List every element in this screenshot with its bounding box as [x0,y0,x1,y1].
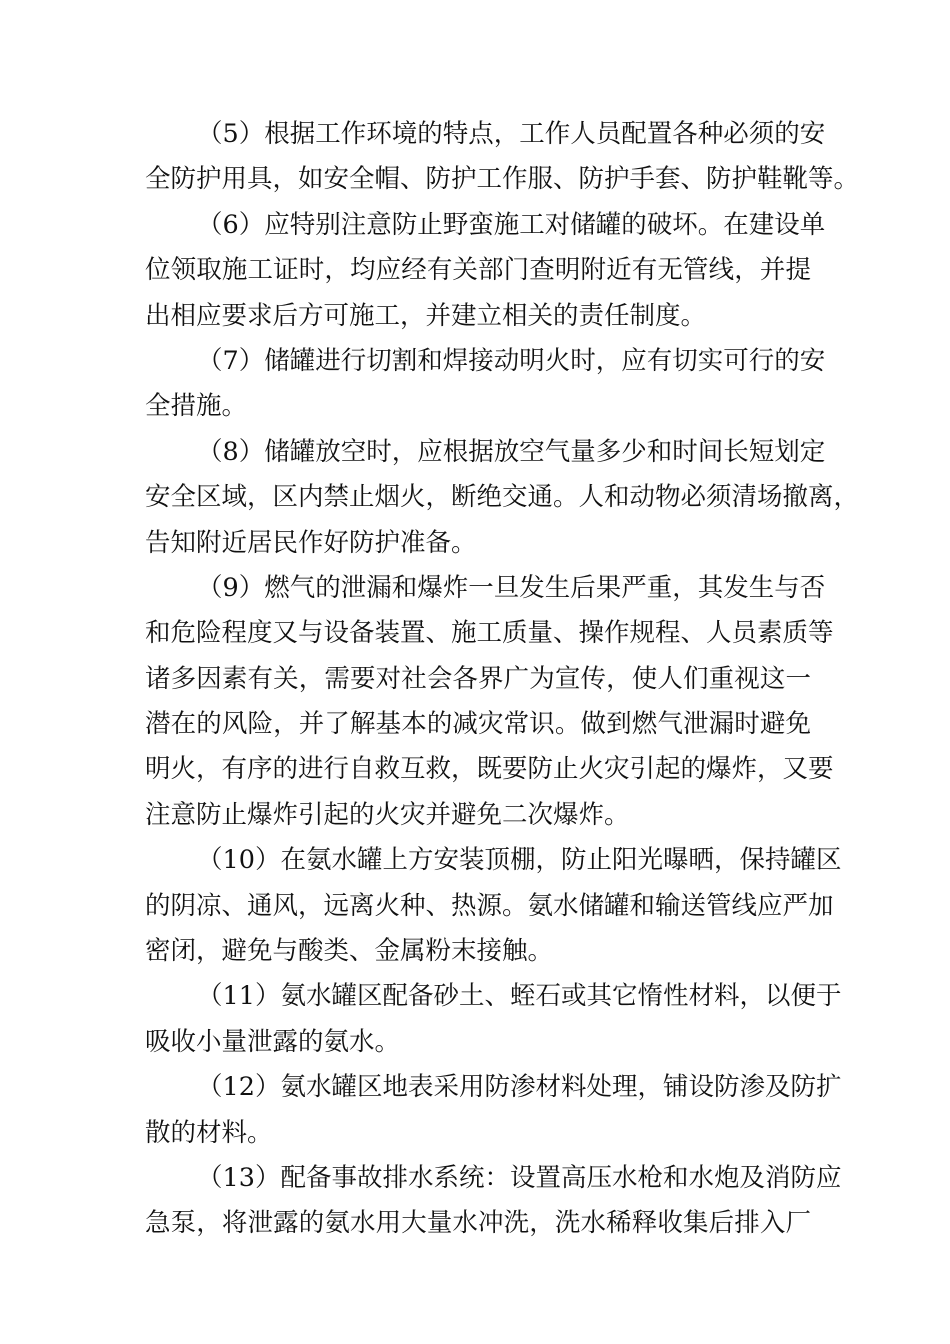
paragraph-8 [145,430,860,566]
text-line: 位领取施工证时，均应经有关部门查明附近有无管线，并提 [145,255,811,286]
text-line: （12）氨水罐区地表采用防渗材料处理，铺设防渗及防扩 [197,1072,842,1103]
paragraph-10 [145,838,842,974]
text-line: （10）在氨水罐上方安装顶棚，防止阳光曝晒，保持罐区 [197,845,842,876]
text-line: 吸收小量泄露的氨水。 [145,1026,401,1057]
text-line: 明火，有序的进行自救互救，既要防止火灾引起的爆炸，又要 [145,754,834,785]
text-line: 安全区域，区内禁止烟火，断绝交通。人和动物必须清场撤离， [145,482,860,513]
text-line: 全措施。 [145,391,248,422]
text-line: 和危险程度又与设备装置、施工质量、操作规程、人员素质等 [145,618,834,649]
text-line: 密闭，避免与酸类、金属粉末接触。 [145,936,554,967]
paragraph-12 [145,1065,842,1156]
text-line: （9）燃气的泄漏和爆炸一旦发生后果严重，其发生与否 [197,572,826,603]
paragraph-7 [145,339,826,430]
text-line: 潜在的风险，并了解基本的减灾常识。做到燃气泄漏时避免 [145,709,811,740]
text-line: （6）应特别注意防止野蛮施工对储罐的破坏。在建设单 [197,209,826,240]
text-line: 告知附近居民作好防护准备。 [145,527,477,558]
paragraph-13 [145,1156,842,1247]
text-line: （11）氨水罐区配备砂土、蛭石或其它惰性材料，以便于 [197,981,842,1012]
text-line: 急泵，将泄露的氨水用大量水冲洗，洗水稀释收集后排入厂 [145,1208,811,1239]
text-line: （13）配备事故排水系统：设置高压水枪和水炮及消防应 [197,1162,842,1193]
text-line: （8）储罐放空时，应根据放空气量多少和时间长短划定 [197,436,826,467]
text-line: 全防护用具，如安全帽、防护工作服、防护手套、防护鞋靴等。 [145,164,860,195]
text-line: （5）根据工作环境的特点，工作人员配置各种必须的安 [197,119,826,149]
text-line: 散的材料。 [145,1117,273,1148]
text-line: 的阴凉、通风，远离火种、热源。氨水储罐和输送管线应严加 [145,890,834,921]
text-line: （7）储罐进行切割和焊接动明火时，应有切实可行的安 [197,345,826,376]
text-line: 注意防止爆炸引起的火灾并避免二次爆炸。 [145,799,630,830]
text-line: 出相应要求后方可施工，并建立相关的责任制度。 [145,300,707,331]
paragraph-9 [145,566,834,838]
paragraph-5 [145,112,860,203]
paragraph-6 [145,203,826,339]
document-body [145,112,860,1247]
paragraph-11 [145,974,842,1065]
text-line: 诸多因素有关，需要对社会各界广为宣传，使人们重视这一 [145,663,811,694]
